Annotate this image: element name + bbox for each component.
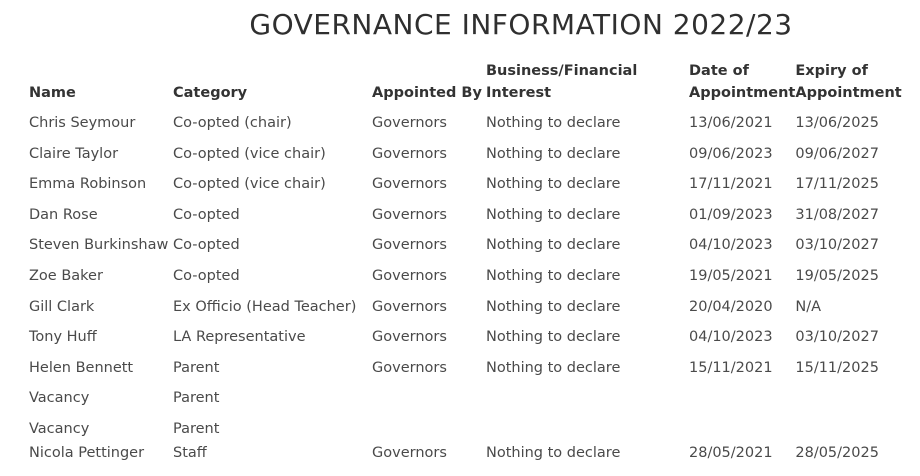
table-row	[29, 113, 905, 144]
table-row	[29, 235, 905, 266]
table-row	[29, 327, 905, 358]
cell-date: 15/11/2021	[689, 359, 773, 376]
cell-date: 04/10/2023	[689, 237, 773, 254]
cell-date: 28/05/2021	[689, 444, 773, 461]
cell-date: 09/06/2023	[689, 145, 773, 162]
cell-interest: Nothing to declare	[486, 145, 621, 162]
cell-name: Tony Huff	[29, 329, 97, 346]
table-header-row	[29, 60, 905, 113]
cell-category: Co-opted (chair)	[173, 115, 292, 131]
cell-name: Emma Robinson	[29, 176, 147, 193]
cell-expiry: 09/06/2027	[795, 145, 879, 162]
cell-date: 20/04/2020	[689, 298, 773, 315]
cell-category: Parent	[173, 420, 220, 437]
cell-category: Co-opted	[173, 237, 240, 254]
cell-appointed-by: Governors	[372, 145, 447, 162]
cell-expiry: 19/05/2025	[795, 267, 879, 284]
cell-name: Nicola Pettinger	[29, 444, 145, 461]
cell-name: Gill Clark	[29, 298, 95, 315]
cell-interest: Nothing to declare	[486, 115, 621, 131]
cell-interest	[486, 388, 689, 419]
cell-appointed-by: Governors	[372, 298, 447, 315]
cell-appointed-by: Governors	[372, 237, 447, 254]
header-appointed-by: Appointed By	[372, 85, 482, 101]
cell-appointed-by	[372, 419, 486, 443]
table-row	[29, 266, 905, 297]
cell-name: Vacancy	[29, 390, 90, 407]
cell-category: Co-opted (vice chair)	[173, 176, 326, 193]
cell-interest	[486, 419, 689, 443]
cell-category: Staff	[173, 444, 207, 461]
table-row	[29, 358, 905, 389]
cell-interest: Nothing to declare	[486, 298, 621, 315]
table-row	[29, 144, 905, 175]
cell-appointed-by: Governors	[372, 267, 447, 284]
cell-expiry: 31/08/2027	[795, 206, 879, 223]
cell-appointed-by: Governors	[372, 206, 447, 223]
cell-appointed-by: Governors	[372, 115, 447, 131]
cell-appointed-by: Governors	[372, 359, 447, 376]
table-row	[29, 174, 905, 205]
cell-category: LA Representative	[173, 329, 306, 346]
cell-expiry: 15/11/2025	[795, 359, 879, 376]
cell-name: Vacancy	[29, 420, 90, 437]
cell-expiry	[795, 388, 905, 419]
header-date-of-appointment: Date of Appointment	[689, 63, 796, 101]
table-row	[29, 388, 905, 419]
cell-name: Helen Bennett	[29, 359, 134, 376]
cell-category: Parent	[173, 390, 220, 407]
cell-name: Claire Taylor	[29, 145, 119, 162]
cell-category: Co-opted	[173, 267, 240, 284]
cell-interest: Nothing to declare	[486, 267, 621, 284]
cell-interest: Nothing to declare	[486, 329, 621, 346]
cell-appointed-by: Governors	[372, 329, 447, 346]
cell-interest: Nothing to declare	[486, 176, 621, 193]
cell-date	[689, 419, 795, 443]
cell-category: Ex Officio (Head Teacher)	[173, 298, 357, 315]
cell-appointed-by: Governors	[372, 444, 447, 461]
table-row	[29, 205, 905, 236]
cell-date: 13/06/2021	[689, 115, 773, 131]
cell-category: Parent	[173, 359, 220, 376]
cell-category: Co-opted	[173, 206, 240, 223]
cell-name: Dan Rose	[29, 206, 98, 223]
cell-date: 17/11/2021	[689, 176, 773, 193]
cell-expiry	[795, 419, 905, 443]
cell-name: Steven Burkinshaw	[29, 237, 169, 254]
cell-date	[689, 388, 795, 419]
cell-appointed-by	[372, 388, 486, 419]
cell-date: 01/09/2023	[689, 206, 773, 223]
cell-expiry: 28/05/2025	[795, 444, 879, 461]
table-row	[29, 419, 905, 443]
cell-appointed-by: Governors	[372, 176, 447, 193]
cell-name: Zoe Baker	[29, 267, 103, 284]
cell-expiry: N/A	[795, 298, 822, 315]
cell-category: Co-opted (vice chair)	[173, 145, 326, 162]
governance-table	[29, 60, 905, 465]
cell-expiry: 17/11/2025	[795, 176, 879, 193]
page-title: GOVERNANCE INFORMATION 2022/23	[249, 8, 793, 41]
cell-name: Chris Seymour	[29, 115, 136, 131]
cell-date: 19/05/2021	[689, 267, 773, 284]
cell-date: 04/10/2023	[689, 329, 773, 346]
header-expiry: Expiry of Appointment	[795, 63, 902, 101]
cell-expiry: 13/06/2025	[795, 115, 879, 131]
table-row	[29, 297, 905, 328]
cell-interest: Nothing to declare	[486, 444, 621, 461]
cell-interest: Nothing to declare	[486, 206, 621, 223]
cell-expiry: 03/10/2027	[795, 329, 879, 346]
header-name: Name	[29, 85, 76, 101]
cell-interest: Nothing to declare	[486, 237, 621, 254]
header-interest: Business/Financial Interest	[486, 63, 638, 101]
header-category: Category	[173, 85, 248, 101]
cell-expiry: 03/10/2027	[795, 237, 879, 254]
table-row	[29, 443, 905, 465]
cell-interest: Nothing to declare	[486, 359, 621, 376]
